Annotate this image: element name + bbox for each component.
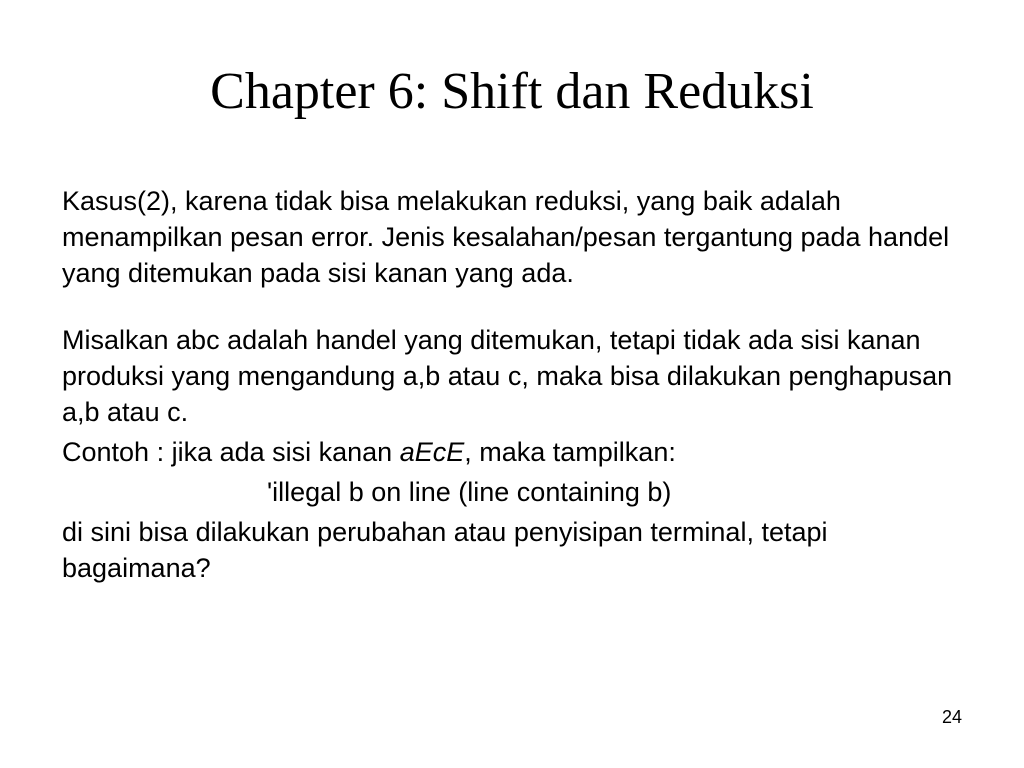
- contoh-prefix: Contoh : jika ada sisi kanan: [62, 437, 400, 467]
- contoh-suffix: , maka tampilkan:: [464, 437, 676, 467]
- slide-body: [62, 183, 962, 586]
- paragraph-kasus: Kasus(2), karena tidak bisa melakukan reduksi, yang baik adalah menampilkan pesan error. Jenis kesalahan/pesan tergantung pada handel yang ditemukan pada sisi kanan yang ada.: [62, 186, 950, 288]
- error-message-example: 'illegal b on line (line containing b): [267, 477, 672, 507]
- slide-title: Chapter 6: Shift dan Reduksi: [210, 63, 814, 120]
- paragraph-misalkan: Misalkan abc adalah handel yang ditemukan, tetapi tidak ada sisi kanan produksi yang mengandung a,b atau c, maka bisa dilakukan penghapusan a,b atau c.: [62, 325, 953, 427]
- paragraph-di-sini: di sini bisa dilakukan perubahan atau penyisipan terminal, tetapi bagaimana?: [62, 517, 828, 583]
- contoh-emphasis: aEcE: [399, 437, 465, 467]
- paragraph-contoh: [62, 434, 962, 470]
- page-number: 24: [941, 707, 962, 727]
